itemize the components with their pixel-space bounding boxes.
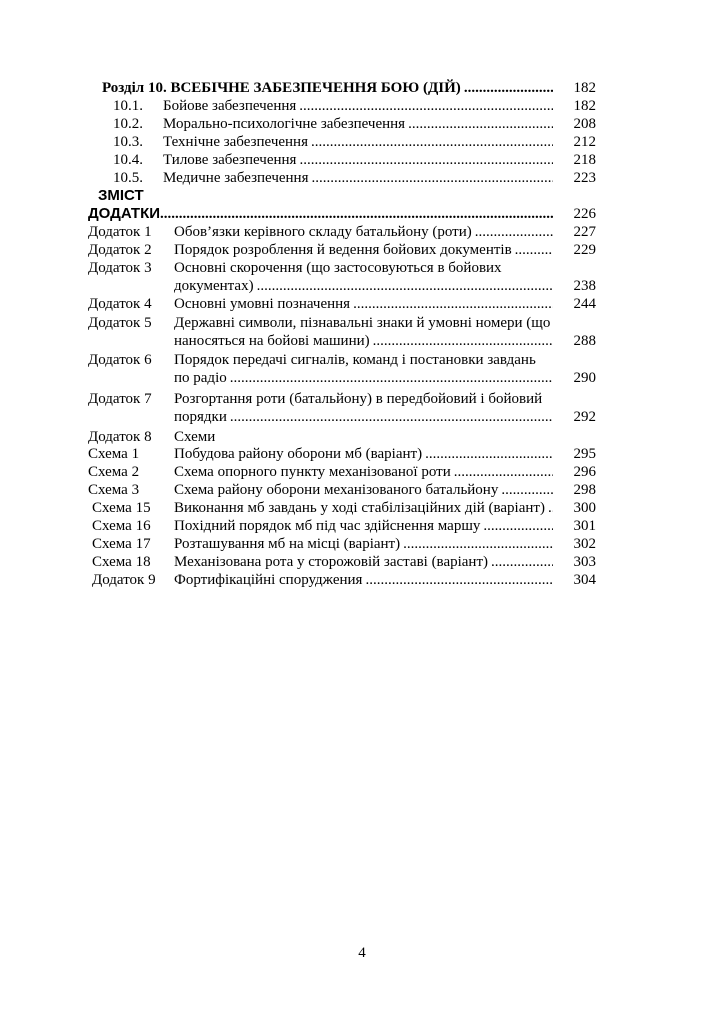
toc-appendix-4 <box>88 295 596 313</box>
leader-dots <box>501 481 553 499</box>
toc-page: 182 <box>573 80 596 96</box>
toc-page: 227 <box>573 224 596 240</box>
leader-dots <box>475 223 553 241</box>
toc-label: Додаток 2 <box>88 242 152 258</box>
leader-dots <box>312 169 554 187</box>
leader-dots <box>373 332 553 350</box>
toc-page: 296 <box>573 464 596 480</box>
toc-label: Схема 2 <box>88 464 140 480</box>
toc-title: Розділ 10. ВСЕБІЧНЕ ЗАБЕЗПЕЧЕННЯ БОЮ (ДІЙ) <box>102 80 461 96</box>
toc-title-line2: наносяться на бойові машини) <box>174 333 370 349</box>
toc-dodatky <box>88 205 596 223</box>
toc-title: Технічне забезпечення <box>163 134 308 150</box>
toc-page: 301 <box>573 518 596 534</box>
toc-number: 10.4. <box>113 152 143 168</box>
toc-title: Фортифікаційні споруджения <box>174 572 363 588</box>
leader-dots <box>408 115 553 133</box>
toc-title: Тилове забезпечення <box>163 152 297 168</box>
leader-dots <box>311 133 553 151</box>
toc-page: 288 <box>573 333 596 349</box>
toc-appendix-1 <box>88 223 596 241</box>
leader-dots <box>403 535 553 553</box>
toc-appendix-3 <box>174 277 596 295</box>
toc-scheme-3 <box>88 481 596 499</box>
toc-page: 223 <box>573 170 596 186</box>
toc-page: 244 <box>573 296 596 312</box>
toc-item-10-3 <box>113 133 596 151</box>
toc-title: Схема району оборони механізованого батальйону <box>174 482 499 498</box>
toc-title: Основні умовні позначення <box>174 296 351 312</box>
toc-label: Додаток 5 <box>88 315 152 331</box>
toc-number: 10.3. <box>113 134 143 150</box>
toc-appendix-9 <box>92 571 596 589</box>
toc-scheme-18 <box>92 553 596 571</box>
toc-label: Додаток 1 <box>88 224 152 240</box>
toc-item-10-2 <box>113 115 596 133</box>
toc-page: 292 <box>573 409 596 425</box>
toc-page: 303 <box>573 554 596 570</box>
leader-dots <box>160 205 553 223</box>
toc-scheme-2 <box>88 463 596 481</box>
toc-title: Побудова району оборони мб (варіант) <box>174 446 423 462</box>
toc-title: Механізована рота у сторожовій заставі (варіант) <box>174 554 489 570</box>
toc-scheme-15 <box>92 499 596 517</box>
toc-label: Додаток 6 <box>88 352 152 368</box>
toc-title-line1: Розгортання роти (батальйону) в передбойовий і бойовий <box>174 391 543 407</box>
toc-page: 304 <box>573 572 596 588</box>
toc-page: 218 <box>573 152 596 168</box>
toc-label: Схема 1 <box>88 446 140 462</box>
leader-dots <box>491 553 553 571</box>
toc-appendix-6 <box>174 369 596 387</box>
toc-title: Виконання мб завдань у ході стабілізаційних дій (варіант) <box>174 500 545 516</box>
toc-item-10-4 <box>113 151 596 169</box>
leader-dots <box>257 277 553 295</box>
toc-title-line1: Основні скорочення (що застосовуються в бойових <box>174 260 502 276</box>
toc-title: Морально-психологічне забезпечення <box>163 116 406 132</box>
toc-label: Додаток 8 <box>88 429 152 445</box>
toc-number: 10.5. <box>113 170 143 186</box>
page-number: 4 <box>358 945 366 961</box>
toc-appendix-7 <box>174 408 596 426</box>
toc-title-line2: документах) <box>174 278 254 294</box>
toc-label: Схема 16 <box>92 518 151 534</box>
leader-dots <box>483 517 553 535</box>
toc-section-10 <box>102 79 596 97</box>
leader-dots <box>548 499 553 517</box>
toc-label: Додаток 3 <box>88 260 152 276</box>
toc-title: Розташування мб на місці (варіант) <box>174 536 401 552</box>
toc-title: Похідний порядок мб під час здійснення маршу <box>174 518 481 534</box>
toc-title: Порядок розроблення й ведення бойових документів <box>174 242 512 258</box>
toc-page: 238 <box>573 278 596 294</box>
toc-scheme-1 <box>88 445 596 463</box>
leader-dots <box>464 79 553 97</box>
leader-dots <box>230 369 553 387</box>
toc-appendix-2 <box>88 241 596 259</box>
toc-label: Схема 17 <box>92 536 151 552</box>
toc-title: Бойове забезпечення <box>163 98 297 114</box>
toc-page: 295 <box>573 446 596 462</box>
leader-dots <box>230 408 553 426</box>
toc-title-line1: Порядок передачі сигналів, команд і постановки завдань <box>174 352 536 368</box>
toc-item-10-5 <box>113 169 596 187</box>
toc-number: 10.1. <box>113 98 143 114</box>
toc-page: 226 <box>573 206 596 222</box>
toc-title-line2: порядки <box>174 409 227 425</box>
toc-item-10-1 <box>113 97 596 115</box>
leader-dots <box>299 97 553 115</box>
toc-label: Додаток 4 <box>88 296 152 312</box>
toc-page: 182 <box>573 98 596 114</box>
toc-label: Схема 15 <box>92 500 151 516</box>
leader-dots <box>454 463 553 481</box>
toc-number: 10.2. <box>113 116 143 132</box>
toc-page: 300 <box>573 500 596 516</box>
toc-page: 229 <box>573 242 596 258</box>
leader-dots <box>353 295 553 313</box>
leader-dots <box>515 241 553 259</box>
toc-title: ДОДАТКИ <box>88 205 161 222</box>
toc-appendix-5 <box>174 332 596 350</box>
toc-title: Схема опорного пункту механізованої роти <box>174 464 451 480</box>
toc-scheme-16 <box>92 517 596 535</box>
leader-dots <box>425 445 553 463</box>
toc-page: 212 <box>573 134 596 150</box>
toc-title: Медичне забезпечення <box>163 170 309 186</box>
toc-title: Схеми <box>174 429 216 445</box>
leader-dots <box>365 571 553 589</box>
toc-label: Додаток 7 <box>88 391 152 407</box>
toc-label: Додаток 9 <box>92 572 156 588</box>
toc-page: 298 <box>573 482 596 498</box>
toc-page: 302 <box>573 536 596 552</box>
toc-title-line2: по радіо <box>174 370 227 386</box>
toc-title-line1: Державні символи, пізнавальні знаки й умовні номери (що <box>174 315 551 331</box>
toc-label: Схема 18 <box>92 554 151 570</box>
toc-page: 208 <box>573 116 596 132</box>
toc-scheme-17 <box>92 535 596 553</box>
leader-dots <box>299 151 553 169</box>
toc-title: Обов’язки керівного складу батальйону (роти) <box>174 224 472 240</box>
zmist-heading: ЗМІСТ <box>98 187 144 204</box>
toc-page: 290 <box>573 370 596 386</box>
toc-label: Схема 3 <box>88 482 140 498</box>
